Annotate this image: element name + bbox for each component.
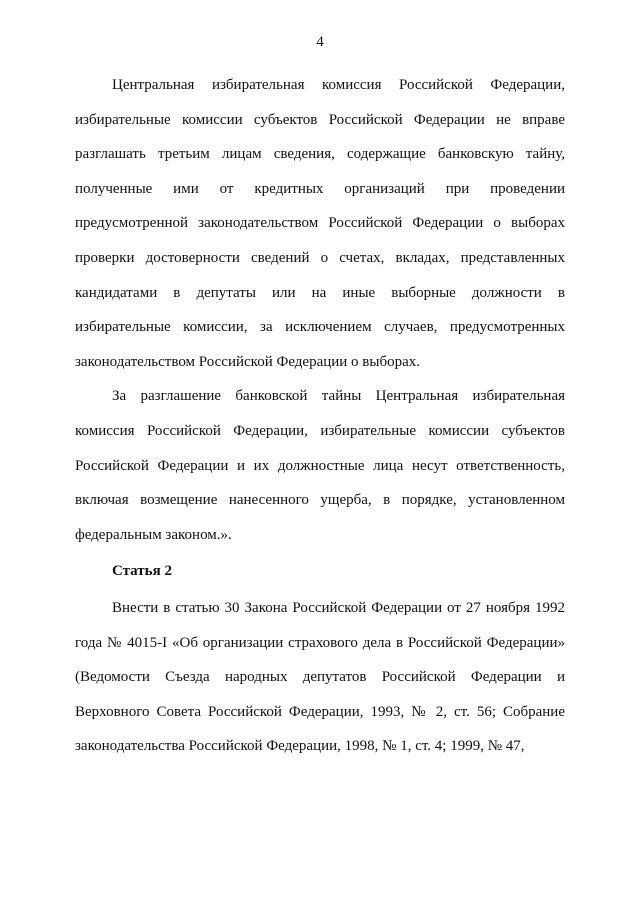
document-body (75, 68, 565, 764)
paragraph-bank-secrecy-disclosure: Центральная избирательная комиссия Российской Федерации, избирательные комиссии субъектов Российской Федерации не вправе разглашать третьим лицам сведения, содержащие банковскую тайну, полученные ими от кредитных организаций при проведении предусмотренной законодательством Российской Федерации о выборах проверки достоверности сведений о счетах, вкладах, представленных кандидатами в депутаты или на иные выборные должности в избирательные комиссии, за исключением случаев, предусмотренных законодательством Российской Федерации о выборах. (75, 77, 565, 370)
page-number: 4 (316, 34, 324, 50)
article-heading: Статья 2 (112, 563, 172, 580)
paragraph-amendment: Внести в статью 30 Закона Российской Федерации от 27 ноября 1992 года № 4015-I «Об организации страхового дела в Российской Федерации» (Ведомости Съезда народных депутатов Российской Федерации и Верховного Совета Российской Федерации, 1993, № 2, ст. 56; Собрание законодательства Российской Федерации, 1998, № 1, ст. 4; 1999, № 47, (75, 599, 565, 755)
paragraph-liability: За разглашение банковской тайны Центральная избирательная комиссия Российской Федерации, избирательные комиссии субъектов Российской Федерации и их должностные лица несут ответственность, включая возмещение нанесенного ущерба, в порядке, установленном федеральным законом.». (75, 388, 565, 543)
